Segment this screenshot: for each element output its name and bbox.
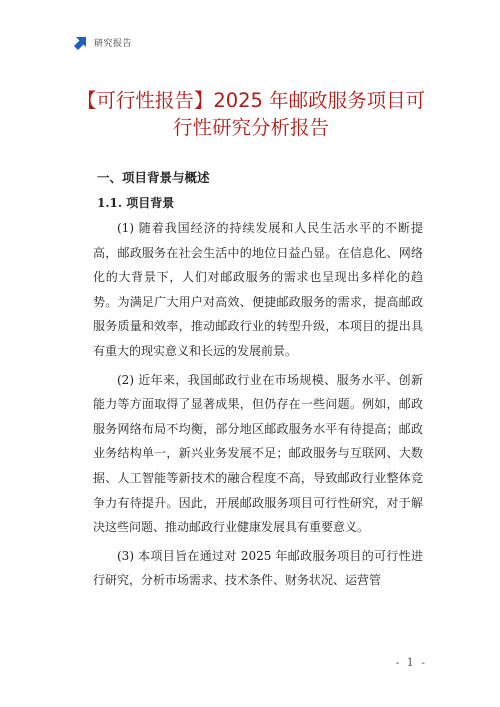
subsection-heading: 1.1. 项目背景 [97, 196, 175, 210]
page-number: - 1 - [395, 656, 427, 669]
paragraph-2: (2) 近年来，我国邮政行业在市场规模、服务水平、创新能力等方面取得了显著成果，但仍存在一些问题。例如，邮政服务网络布局不均衡，部分地区邮政服务水平有待提高；邮政业务结构单一，新兴业务发展不足；邮政服务与互联网、大数据、人工智能等新技术的融合程度不高，导致邮政行业整体竞争力有待提升。因此，开展邮政服务项目可行性研究，对于解决这些问题、推动邮政行业健康发展具有重要意义。 [93, 372, 423, 535]
page-header [74, 34, 132, 50]
brand-label: 研究报告 [94, 38, 133, 49]
paragraph-3: (3) 本项目旨在通过对 2025 年邮政服务项目的可行性进行研究，分析市场需求、技术条件、财务状况、运营管 [93, 548, 423, 588]
body-text [93, 216, 423, 597]
document-title: 【可行性报告】2025 年邮政服务项目可行性研究分析报告 [76, 89, 426, 139]
arrow-up-right-logo-icon [74, 34, 90, 50]
paragraph-1: (1) 随着我国经济的持续发展和人民生活水平的不断提高，邮政服务在社会生活中的地位日益凸显。在信息化、网络化的大背景下，人们对邮政服务的需求也呈现出多样化的趋势。为满足广大用户对高效、便捷邮政服务的需求，提高邮政服务质量和效率，推动邮政行业的转型升级，本项目的提出具有重大的现实意义和长远的发展前景。 [93, 221, 423, 358]
section-heading: 一、项目背景与概述 [97, 170, 210, 185]
